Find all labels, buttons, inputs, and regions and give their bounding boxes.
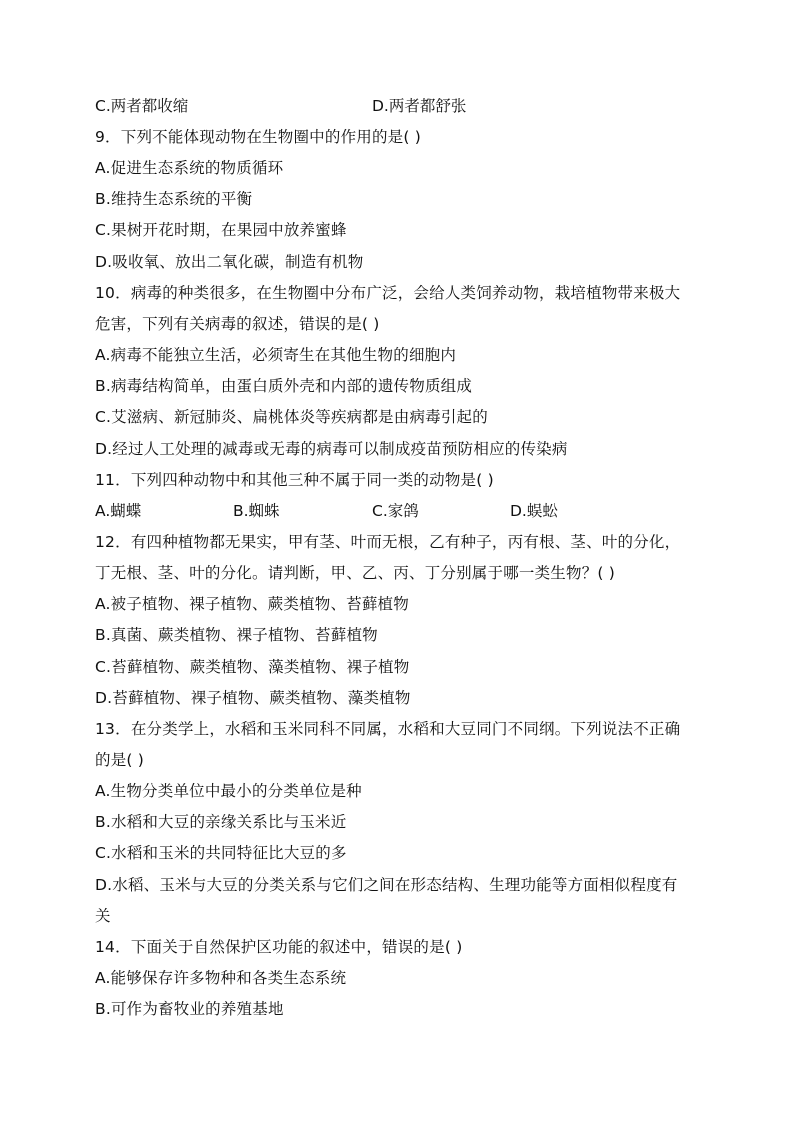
q10-option-d: D.经过人工处理的减毒或无毒的病毒可以制成疫苗预防相应的传染病 bbox=[95, 440, 568, 458]
q10-option-a: A.病毒不能独立生活，必须寄生在其他生物的细胞内 bbox=[95, 346, 457, 364]
q10-stem-line2: 危害，下列有关病毒的叙述，错误的是( ) bbox=[95, 315, 380, 333]
q8-option-c: C.两者都收缩 bbox=[95, 97, 189, 115]
q8-option-d: D.两者都舒张 bbox=[372, 97, 467, 115]
q12-option-b: B.真菌、蕨类植物、裸子植物、苔藓植物 bbox=[95, 626, 378, 644]
q14-option-a: A.能够保存许多物种和各类生态系统 bbox=[95, 969, 347, 987]
q13-stem-line1: 13．在分类学上，水稻和玉米同科不同属，水稻和大豆同门不同纲。下列说法不正确 bbox=[95, 720, 681, 738]
q12-option-a: A.被子植物、裸子植物、蕨类植物、苔藓植物 bbox=[95, 595, 409, 613]
q13-option-a: A.生物分类单位中最小的分类单位是种 bbox=[95, 782, 362, 800]
q12-option-d: D.苔藓植物、裸子植物、蕨类植物、藻类植物 bbox=[95, 689, 411, 707]
q14-stem: 14．下面关于自然保护区功能的叙述中，错误的是( ) bbox=[95, 938, 463, 956]
q11-option-d: D.蜈蚣 bbox=[510, 502, 558, 520]
q12-stem-line1: 12．有四种植物都无果实，甲有茎、叶而无根，乙有种子，丙有根、茎、叶的分化， bbox=[95, 533, 681, 551]
q11-option-a: A.蝴蝶 bbox=[95, 502, 142, 520]
q13-option-d-line2: 关 bbox=[95, 907, 111, 925]
q13-option-d-line1: D.水稻、玉米与大豆的分类关系与它们之间在形态结构、生理功能等方面相似程度有 bbox=[95, 876, 678, 894]
q13-stem-line2: 的是( ) bbox=[95, 751, 145, 769]
q12-option-c: C.苔藓植物、蕨类植物、藻类植物、裸子植物 bbox=[95, 658, 410, 676]
q11-option-b: B.蜘蛛 bbox=[233, 502, 280, 520]
q11-option-c: C.家鸽 bbox=[372, 502, 419, 520]
q9-option-b: B.维持生态系统的平衡 bbox=[95, 190, 253, 208]
q10-option-c: C.艾滋病、新冠肺炎、扁桃体炎等疾病都是由病毒引起的 bbox=[95, 408, 488, 426]
q9-stem: 9．下列不能体现动物在生物圈中的作用的是( ) bbox=[95, 128, 421, 146]
q13-option-c: C.水稻和玉米的共同特征比大豆的多 bbox=[95, 844, 347, 862]
q9-option-d: D.吸收氧、放出二氧化碳，制造有机物 bbox=[95, 253, 364, 271]
q10-stem-line1: 10．病毒的种类很多，在生物圈中分布广泛，会给人类饲养动物，栽培植物带来极大 bbox=[95, 284, 681, 302]
q13-option-b: B.水稻和大豆的亲缘关系比与玉米近 bbox=[95, 813, 347, 831]
q12-stem-line2: 丁无根、茎、叶的分化。请判断，甲、乙、丙、丁分别属于哪一类生物？( ) bbox=[95, 564, 616, 582]
q9-option-c: C.果树开花时期，在果园中放养蜜蜂 bbox=[95, 221, 347, 239]
q9-option-a: A.促进生态系统的物质循环 bbox=[95, 159, 284, 177]
q11-stem: 11．下列四种动物中和其他三种不属于同一类的动物是( ) bbox=[95, 471, 494, 489]
q10-option-b: B.病毒结构简单，由蛋白质外壳和内部的遗传物质组成 bbox=[95, 377, 473, 395]
q14-option-b: B.可作为畜牧业的养殖基地 bbox=[95, 1000, 284, 1018]
